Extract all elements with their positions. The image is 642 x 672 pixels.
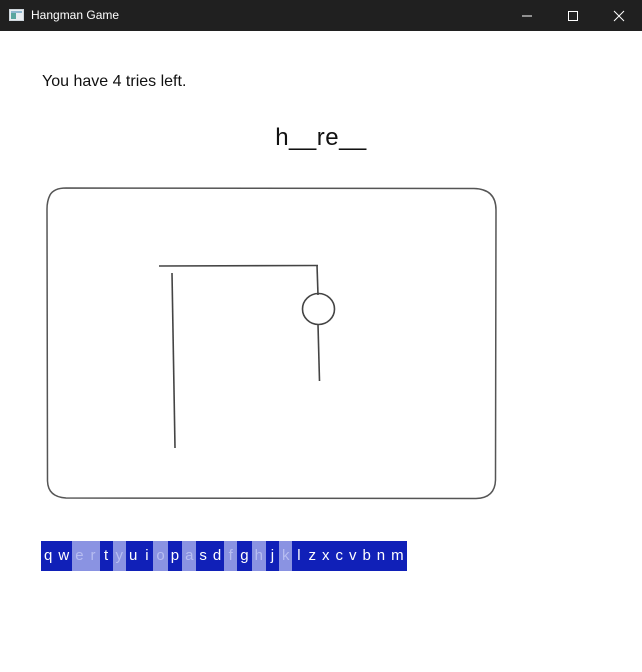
key-g[interactable]: g — [237, 541, 251, 571]
key-v[interactable]: v — [346, 541, 360, 571]
key-a: a — [182, 541, 196, 571]
key-y: y — [113, 541, 127, 571]
key-s[interactable]: s — [196, 541, 210, 571]
key-f: f — [224, 541, 237, 571]
gallows-beam — [159, 266, 318, 267]
body — [318, 325, 320, 382]
key-i[interactable]: i — [140, 541, 153, 571]
key-e: e — [72, 541, 86, 571]
key-c[interactable]: c — [332, 541, 346, 571]
key-l[interactable]: l — [292, 541, 305, 571]
key-n[interactable]: n — [374, 541, 388, 571]
close-icon — [613, 10, 625, 22]
letter-keyboard — [41, 541, 407, 571]
key-w[interactable]: w — [55, 541, 72, 571]
masked-word: h__re__ — [275, 124, 367, 151]
key-o: o — [153, 541, 167, 571]
gallows-post — [172, 273, 175, 448]
maximize-icon — [567, 10, 579, 22]
minimize-icon — [521, 10, 533, 22]
close-button[interactable] — [596, 0, 642, 31]
head — [303, 294, 335, 325]
title-bar[interactable] — [0, 0, 642, 31]
key-q[interactable]: q — [41, 541, 55, 571]
drawing-frame — [47, 188, 496, 499]
key-t[interactable]: t — [100, 541, 113, 571]
key-b[interactable]: b — [359, 541, 373, 571]
key-m[interactable]: m — [388, 541, 407, 571]
key-h: h — [252, 541, 266, 571]
minimize-button[interactable] — [504, 0, 550, 31]
key-d[interactable]: d — [210, 541, 224, 571]
key-j[interactable]: j — [266, 541, 279, 571]
maximize-button[interactable] — [550, 0, 596, 31]
key-x[interactable]: x — [319, 541, 333, 571]
tries-left-label: You have 4 tries left. — [42, 73, 187, 90]
hangman-drawing — [44, 185, 500, 505]
game-area — [0, 31, 642, 672]
key-u[interactable]: u — [126, 541, 140, 571]
key-r: r — [87, 541, 100, 571]
key-k: k — [279, 541, 293, 571]
key-z[interactable]: z — [305, 541, 319, 571]
rope — [317, 265, 318, 295]
app-window-icon — [9, 9, 24, 21]
window-title: Hangman Game — [31, 8, 120, 22]
key-p[interactable]: p — [168, 541, 182, 571]
